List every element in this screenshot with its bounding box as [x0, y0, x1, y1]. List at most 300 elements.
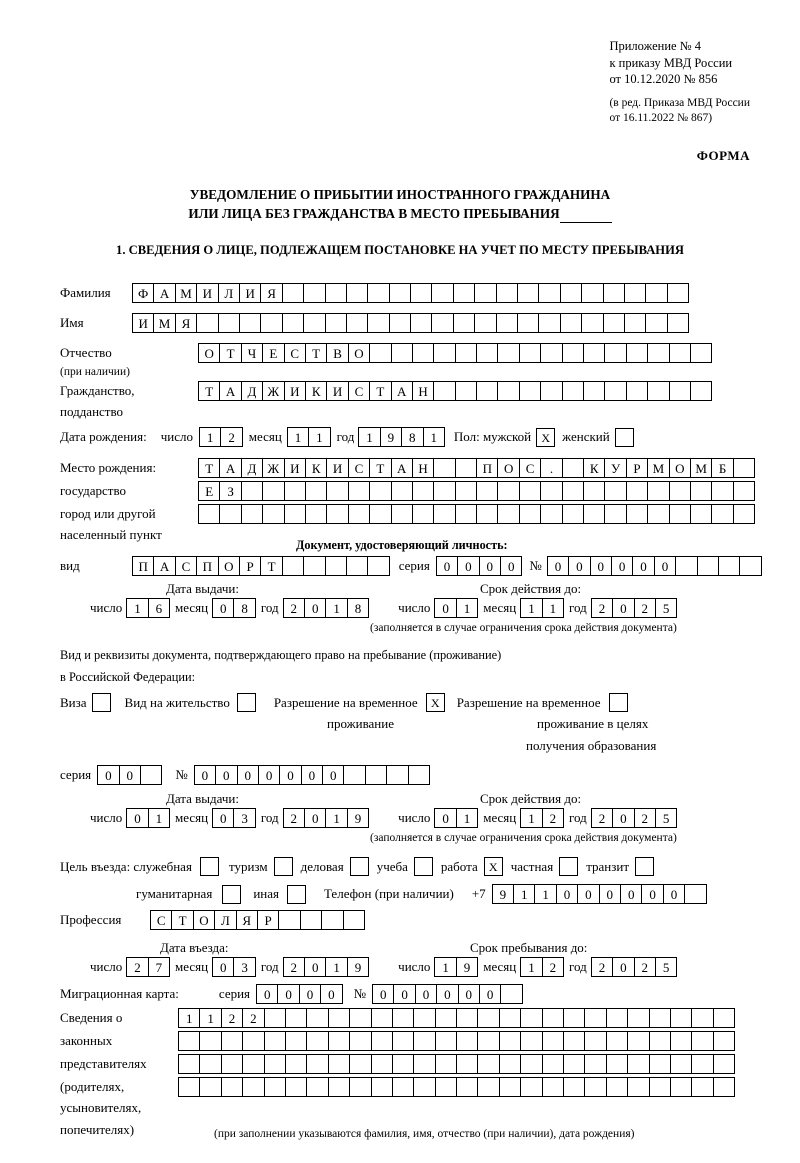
cell[interactable] [645, 313, 667, 333]
cell[interactable] [321, 910, 343, 930]
cell[interactable] [670, 1054, 692, 1074]
cell[interactable]: 1 [520, 957, 542, 977]
cell[interactable] [690, 481, 712, 501]
cell[interactable] [306, 1077, 328, 1097]
doc-valid-day-input[interactable] [434, 598, 477, 618]
cell[interactable] [392, 1008, 414, 1028]
cell[interactable]: 0 [256, 984, 278, 1004]
cell[interactable]: . [540, 458, 562, 478]
cell[interactable]: 0 [457, 556, 479, 576]
cell[interactable] [684, 884, 706, 904]
cell[interactable] [563, 1077, 585, 1097]
purpose-service-checkbox[interactable] [200, 857, 219, 876]
stay-year-input[interactable] [591, 957, 677, 977]
cell[interactable]: 1 [199, 427, 221, 447]
purpose-other-checkbox[interactable] [287, 885, 306, 904]
cell[interactable] [285, 1031, 307, 1051]
cell[interactable] [369, 343, 391, 363]
cell[interactable] [306, 1008, 328, 1028]
cell[interactable]: 1 [126, 598, 148, 618]
cell[interactable]: А [391, 381, 413, 401]
cell[interactable] [733, 458, 755, 478]
cell[interactable]: Л [218, 283, 240, 303]
cell[interactable] [675, 556, 697, 576]
cell[interactable] [627, 1077, 649, 1097]
doc-kind-input[interactable] [132, 556, 389, 576]
visa-checkbox[interactable] [92, 693, 111, 712]
cell[interactable] [367, 283, 389, 303]
cell[interactable]: 2 [126, 957, 148, 977]
cell[interactable]: Е [262, 343, 284, 363]
edu-residence-checkbox[interactable] [609, 693, 628, 712]
cell[interactable] [496, 313, 518, 333]
cell[interactable] [626, 504, 648, 524]
cell[interactable] [713, 1031, 735, 1051]
citizenship-input[interactable] [198, 381, 711, 401]
cell[interactable]: 1 [199, 1008, 221, 1028]
cell[interactable]: 2 [283, 808, 305, 828]
cell[interactable]: Б [711, 458, 733, 478]
cell[interactable] [410, 283, 432, 303]
cell[interactable] [540, 504, 562, 524]
cell[interactable] [456, 1054, 478, 1074]
permit-number-input[interactable] [194, 765, 429, 785]
cell[interactable] [178, 1031, 200, 1051]
cell[interactable] [583, 343, 605, 363]
cell[interactable] [306, 1031, 328, 1051]
cell[interactable] [455, 504, 477, 524]
cell[interactable]: 0 [611, 556, 633, 576]
cell[interactable]: Р [239, 556, 261, 576]
cell[interactable] [604, 381, 626, 401]
cell[interactable]: М [153, 313, 175, 333]
cell[interactable]: 0 [212, 598, 234, 618]
cell[interactable]: 0 [215, 765, 237, 785]
cell[interactable]: 1 [325, 957, 347, 977]
cell[interactable]: 0 [415, 984, 437, 1004]
patronymic-input[interactable] [198, 343, 711, 363]
cell[interactable] [242, 1077, 264, 1097]
cell[interactable] [386, 765, 408, 785]
cell[interactable] [349, 1031, 371, 1051]
cell[interactable] [626, 343, 648, 363]
permit-series-input[interactable] [97, 765, 161, 785]
cell[interactable] [669, 381, 691, 401]
cell[interactable] [626, 481, 648, 501]
cell[interactable] [348, 504, 370, 524]
cell[interactable] [326, 504, 348, 524]
cell[interactable]: 8 [233, 598, 255, 618]
cell[interactable] [435, 1008, 457, 1028]
cell[interactable]: Р [257, 910, 279, 930]
doc-valid-month-input[interactable] [520, 598, 563, 618]
cell[interactable]: Н [412, 381, 434, 401]
permit-valid-day-input[interactable] [434, 808, 477, 828]
cell[interactable]: С [519, 458, 541, 478]
cell[interactable] [392, 1031, 414, 1051]
birth-year-input[interactable] [358, 427, 444, 447]
cell[interactable]: 0 [194, 765, 216, 785]
cell[interactable] [476, 504, 498, 524]
cell[interactable]: Т [219, 343, 241, 363]
cell[interactable] [540, 343, 562, 363]
profession-input[interactable] [150, 910, 364, 930]
cell[interactable] [408, 765, 430, 785]
cell[interactable] [520, 1054, 542, 1074]
cell[interactable] [300, 910, 322, 930]
cell[interactable] [711, 504, 733, 524]
cell[interactable]: 7 [148, 957, 170, 977]
cell[interactable] [474, 283, 496, 303]
cell[interactable]: 0 [279, 765, 301, 785]
cell[interactable] [562, 458, 584, 478]
cell[interactable]: 1 [308, 427, 330, 447]
cell[interactable] [581, 283, 603, 303]
cell[interactable]: 2 [591, 808, 613, 828]
cell[interactable] [606, 1054, 628, 1074]
cell[interactable]: Д [241, 381, 263, 401]
permit-valid-year-input[interactable] [591, 808, 677, 828]
cell[interactable] [542, 1077, 564, 1097]
surname-input[interactable] [132, 283, 688, 303]
cell[interactable] [435, 1077, 457, 1097]
cell[interactable] [369, 504, 391, 524]
cell[interactable] [241, 481, 263, 501]
cell[interactable] [519, 504, 541, 524]
cell[interactable] [239, 313, 261, 333]
cell[interactable] [241, 504, 263, 524]
cell[interactable] [477, 1054, 499, 1074]
cell[interactable] [412, 343, 434, 363]
cell[interactable]: П [132, 556, 154, 576]
cell[interactable] [540, 381, 562, 401]
cell[interactable] [584, 1077, 606, 1097]
cell[interactable] [711, 481, 733, 501]
cell[interactable] [499, 1031, 521, 1051]
mc-number-input[interactable] [372, 984, 522, 1004]
cell[interactable] [697, 556, 719, 576]
cell[interactable] [690, 381, 712, 401]
cell[interactable] [346, 556, 368, 576]
cell[interactable] [691, 1031, 713, 1051]
cell[interactable] [627, 1008, 649, 1028]
cell[interactable]: 3 [233, 957, 255, 977]
cell[interactable]: А [153, 283, 175, 303]
cell[interactable] [538, 313, 560, 333]
cell[interactable]: И [326, 458, 348, 478]
cell[interactable] [221, 1077, 243, 1097]
cell[interactable]: 1 [434, 957, 456, 977]
cell[interactable] [604, 504, 626, 524]
cell[interactable]: 1 [287, 427, 309, 447]
cell[interactable] [584, 1054, 606, 1074]
cell[interactable] [391, 343, 413, 363]
cell[interactable] [606, 1031, 628, 1051]
purpose-business-checkbox[interactable] [350, 857, 369, 876]
cell[interactable] [282, 556, 304, 576]
cell[interactable]: О [348, 343, 370, 363]
cell[interactable] [670, 1031, 692, 1051]
cell[interactable]: А [219, 381, 241, 401]
cell[interactable] [455, 481, 477, 501]
cell[interactable] [264, 1077, 286, 1097]
cell[interactable] [456, 1008, 478, 1028]
cell[interactable] [477, 1008, 499, 1028]
cell[interactable] [603, 283, 625, 303]
cell[interactable] [690, 343, 712, 363]
cell[interactable]: Т [369, 381, 391, 401]
cell[interactable] [517, 313, 539, 333]
cell[interactable]: 5 [655, 808, 677, 828]
cell[interactable] [433, 381, 455, 401]
cell[interactable] [496, 283, 518, 303]
cell[interactable]: 0 [590, 556, 612, 576]
purpose-humanitarian-checkbox[interactable] [222, 885, 241, 904]
cell[interactable] [369, 481, 391, 501]
cell[interactable]: О [193, 910, 215, 930]
cell[interactable]: 0 [577, 884, 599, 904]
cell[interactable]: 8 [401, 427, 423, 447]
cell[interactable] [282, 313, 304, 333]
doc-number-input[interactable] [547, 556, 761, 576]
purpose-work-checkbox[interactable]: Х [484, 857, 503, 876]
cell[interactable] [670, 1077, 692, 1097]
cell[interactable]: 8 [347, 598, 369, 618]
cell[interactable]: 0 [97, 765, 119, 785]
cell[interactable]: А [391, 458, 413, 478]
cell[interactable]: 2 [221, 1008, 243, 1028]
cell[interactable]: С [348, 381, 370, 401]
cell[interactable] [562, 504, 584, 524]
cell[interactable] [371, 1008, 393, 1028]
legal-rep-row-4-input[interactable] [178, 1077, 734, 1097]
cell[interactable]: 0 [258, 765, 280, 785]
cell[interactable]: 9 [492, 884, 514, 904]
cell[interactable]: 2 [283, 957, 305, 977]
cell[interactable]: 1 [456, 598, 478, 618]
cell[interactable] [325, 283, 347, 303]
stay-month-input[interactable] [520, 957, 563, 977]
sex-female-checkbox[interactable] [615, 428, 634, 447]
cell[interactable]: 0 [277, 984, 299, 1004]
cell[interactable] [371, 1077, 393, 1097]
cell[interactable]: 0 [436, 556, 458, 576]
cell[interactable]: 0 [620, 884, 642, 904]
sex-male-checkbox[interactable]: Х [536, 428, 555, 447]
cell[interactable] [456, 1077, 478, 1097]
cell[interactable] [413, 1031, 435, 1051]
cell[interactable]: З [219, 481, 241, 501]
cell[interactable] [285, 1008, 307, 1028]
cell[interactable] [713, 1008, 735, 1028]
cell[interactable]: 0 [599, 884, 621, 904]
cell[interactable] [667, 283, 689, 303]
cell[interactable]: 0 [304, 808, 326, 828]
cell[interactable] [303, 283, 325, 303]
cell[interactable]: И [284, 458, 306, 478]
cell[interactable]: М [690, 458, 712, 478]
cell[interactable] [413, 1008, 435, 1028]
cell[interactable] [739, 556, 761, 576]
cell[interactable] [455, 343, 477, 363]
cell[interactable]: 0 [212, 957, 234, 977]
cell[interactable]: С [284, 343, 306, 363]
cell[interactable] [647, 481, 669, 501]
cell[interactable] [477, 1077, 499, 1097]
cell[interactable] [455, 381, 477, 401]
cell[interactable] [278, 910, 300, 930]
cell[interactable] [260, 313, 282, 333]
permit-issue-month-input[interactable] [212, 808, 255, 828]
cell[interactable]: 1 [148, 808, 170, 828]
cell[interactable] [713, 1077, 735, 1097]
stay-day-input[interactable] [434, 957, 477, 977]
cell[interactable] [326, 481, 348, 501]
cell[interactable]: 3 [233, 808, 255, 828]
purpose-private-checkbox[interactable] [559, 857, 578, 876]
cell[interactable] [718, 556, 740, 576]
cell[interactable] [221, 1054, 243, 1074]
cell[interactable]: 0 [301, 765, 323, 785]
birthplace-row-1-input[interactable] [198, 458, 754, 478]
cell[interactable]: 1 [358, 427, 380, 447]
cell[interactable]: 0 [632, 556, 654, 576]
cell[interactable]: Т [171, 910, 193, 930]
cell[interactable]: Т [305, 343, 327, 363]
cell[interactable]: 0 [304, 598, 326, 618]
cell[interactable] [305, 504, 327, 524]
cell[interactable] [626, 381, 648, 401]
doc-series-input[interactable] [436, 556, 522, 576]
cell[interactable]: 0 [212, 808, 234, 828]
cell[interactable] [476, 381, 498, 401]
cell[interactable]: Я [260, 283, 282, 303]
cell[interactable] [325, 313, 347, 333]
cell[interactable] [520, 1008, 542, 1028]
cell[interactable] [520, 1031, 542, 1051]
cell[interactable] [606, 1077, 628, 1097]
cell[interactable] [670, 1008, 692, 1028]
cell[interactable]: Ж [262, 381, 284, 401]
cell[interactable] [733, 481, 755, 501]
cell[interactable] [669, 343, 691, 363]
cell[interactable] [325, 556, 347, 576]
entry-day-input[interactable] [126, 957, 169, 977]
cell[interactable]: 0 [126, 808, 148, 828]
cell[interactable] [435, 1054, 457, 1074]
cell[interactable]: 0 [119, 765, 141, 785]
cell[interactable] [305, 481, 327, 501]
cell[interactable] [285, 1077, 307, 1097]
cell[interactable] [477, 1031, 499, 1051]
cell[interactable] [264, 1008, 286, 1028]
cell[interactable] [199, 1054, 221, 1074]
doc-issue-month-input[interactable] [212, 598, 255, 618]
cell[interactable] [343, 765, 365, 785]
cell[interactable] [520, 1077, 542, 1097]
cell[interactable] [455, 458, 477, 478]
cell[interactable]: 9 [347, 808, 369, 828]
cell[interactable] [645, 283, 667, 303]
cell[interactable] [348, 481, 370, 501]
cell[interactable]: 0 [436, 984, 458, 1004]
cell[interactable] [412, 504, 434, 524]
legal-rep-row-1-input[interactable] [178, 1008, 734, 1028]
cell[interactable]: Т [198, 458, 220, 478]
cell[interactable] [604, 343, 626, 363]
cell[interactable]: 1 [513, 884, 535, 904]
purpose-tourism-checkbox[interactable] [274, 857, 293, 876]
cell[interactable]: О [198, 343, 220, 363]
cell[interactable]: Е [198, 481, 220, 501]
cell[interactable] [328, 1077, 350, 1097]
cell[interactable]: Ч [241, 343, 263, 363]
cell[interactable] [583, 504, 605, 524]
cell[interactable]: 2 [634, 598, 656, 618]
cell[interactable] [647, 343, 669, 363]
cell[interactable] [391, 504, 413, 524]
cell[interactable] [606, 1008, 628, 1028]
cell[interactable] [649, 1054, 671, 1074]
cell[interactable]: А [153, 556, 175, 576]
legal-rep-row-2-input[interactable] [178, 1031, 734, 1051]
cell[interactable]: 2 [591, 957, 613, 977]
cell[interactable]: 0 [299, 984, 321, 1004]
cell[interactable] [667, 313, 689, 333]
cell[interactable] [691, 1054, 713, 1074]
cell[interactable]: 0 [612, 598, 634, 618]
purpose-study-checkbox[interactable] [414, 857, 433, 876]
cell[interactable] [196, 313, 218, 333]
cell[interactable]: 1 [325, 598, 347, 618]
cell[interactable]: И [326, 381, 348, 401]
cell[interactable]: 1 [325, 808, 347, 828]
cell[interactable] [649, 1077, 671, 1097]
cell[interactable] [328, 1008, 350, 1028]
name-input[interactable] [132, 313, 688, 333]
cell[interactable] [328, 1031, 350, 1051]
birth-month-input[interactable] [287, 427, 330, 447]
cell[interactable] [713, 1054, 735, 1074]
permit-issue-day-input[interactable] [126, 808, 169, 828]
cell[interactable] [392, 1077, 414, 1097]
cell[interactable]: С [348, 458, 370, 478]
cell[interactable]: 0 [304, 957, 326, 977]
cell[interactable] [371, 1031, 393, 1051]
cell[interactable]: 9 [380, 427, 402, 447]
cell[interactable] [690, 504, 712, 524]
cell[interactable]: Д [241, 458, 263, 478]
cell[interactable]: 2 [542, 808, 564, 828]
cell[interactable]: О [497, 458, 519, 478]
cell[interactable] [497, 381, 519, 401]
cell[interactable]: У [604, 458, 626, 478]
cell[interactable]: И [196, 283, 218, 303]
cell[interactable] [519, 343, 541, 363]
cell[interactable]: 0 [479, 556, 501, 576]
cell[interactable]: Ф [132, 283, 154, 303]
birthplace-row-3-input[interactable] [198, 504, 754, 524]
cell[interactable] [542, 1008, 564, 1028]
cell[interactable] [410, 313, 432, 333]
cell[interactable] [560, 283, 582, 303]
cell[interactable] [497, 504, 519, 524]
temp-residence-checkbox[interactable]: Х [426, 693, 445, 712]
cell[interactable] [562, 481, 584, 501]
cell[interactable] [199, 1031, 221, 1051]
cell[interactable] [346, 283, 368, 303]
cell[interactable]: К [305, 381, 327, 401]
